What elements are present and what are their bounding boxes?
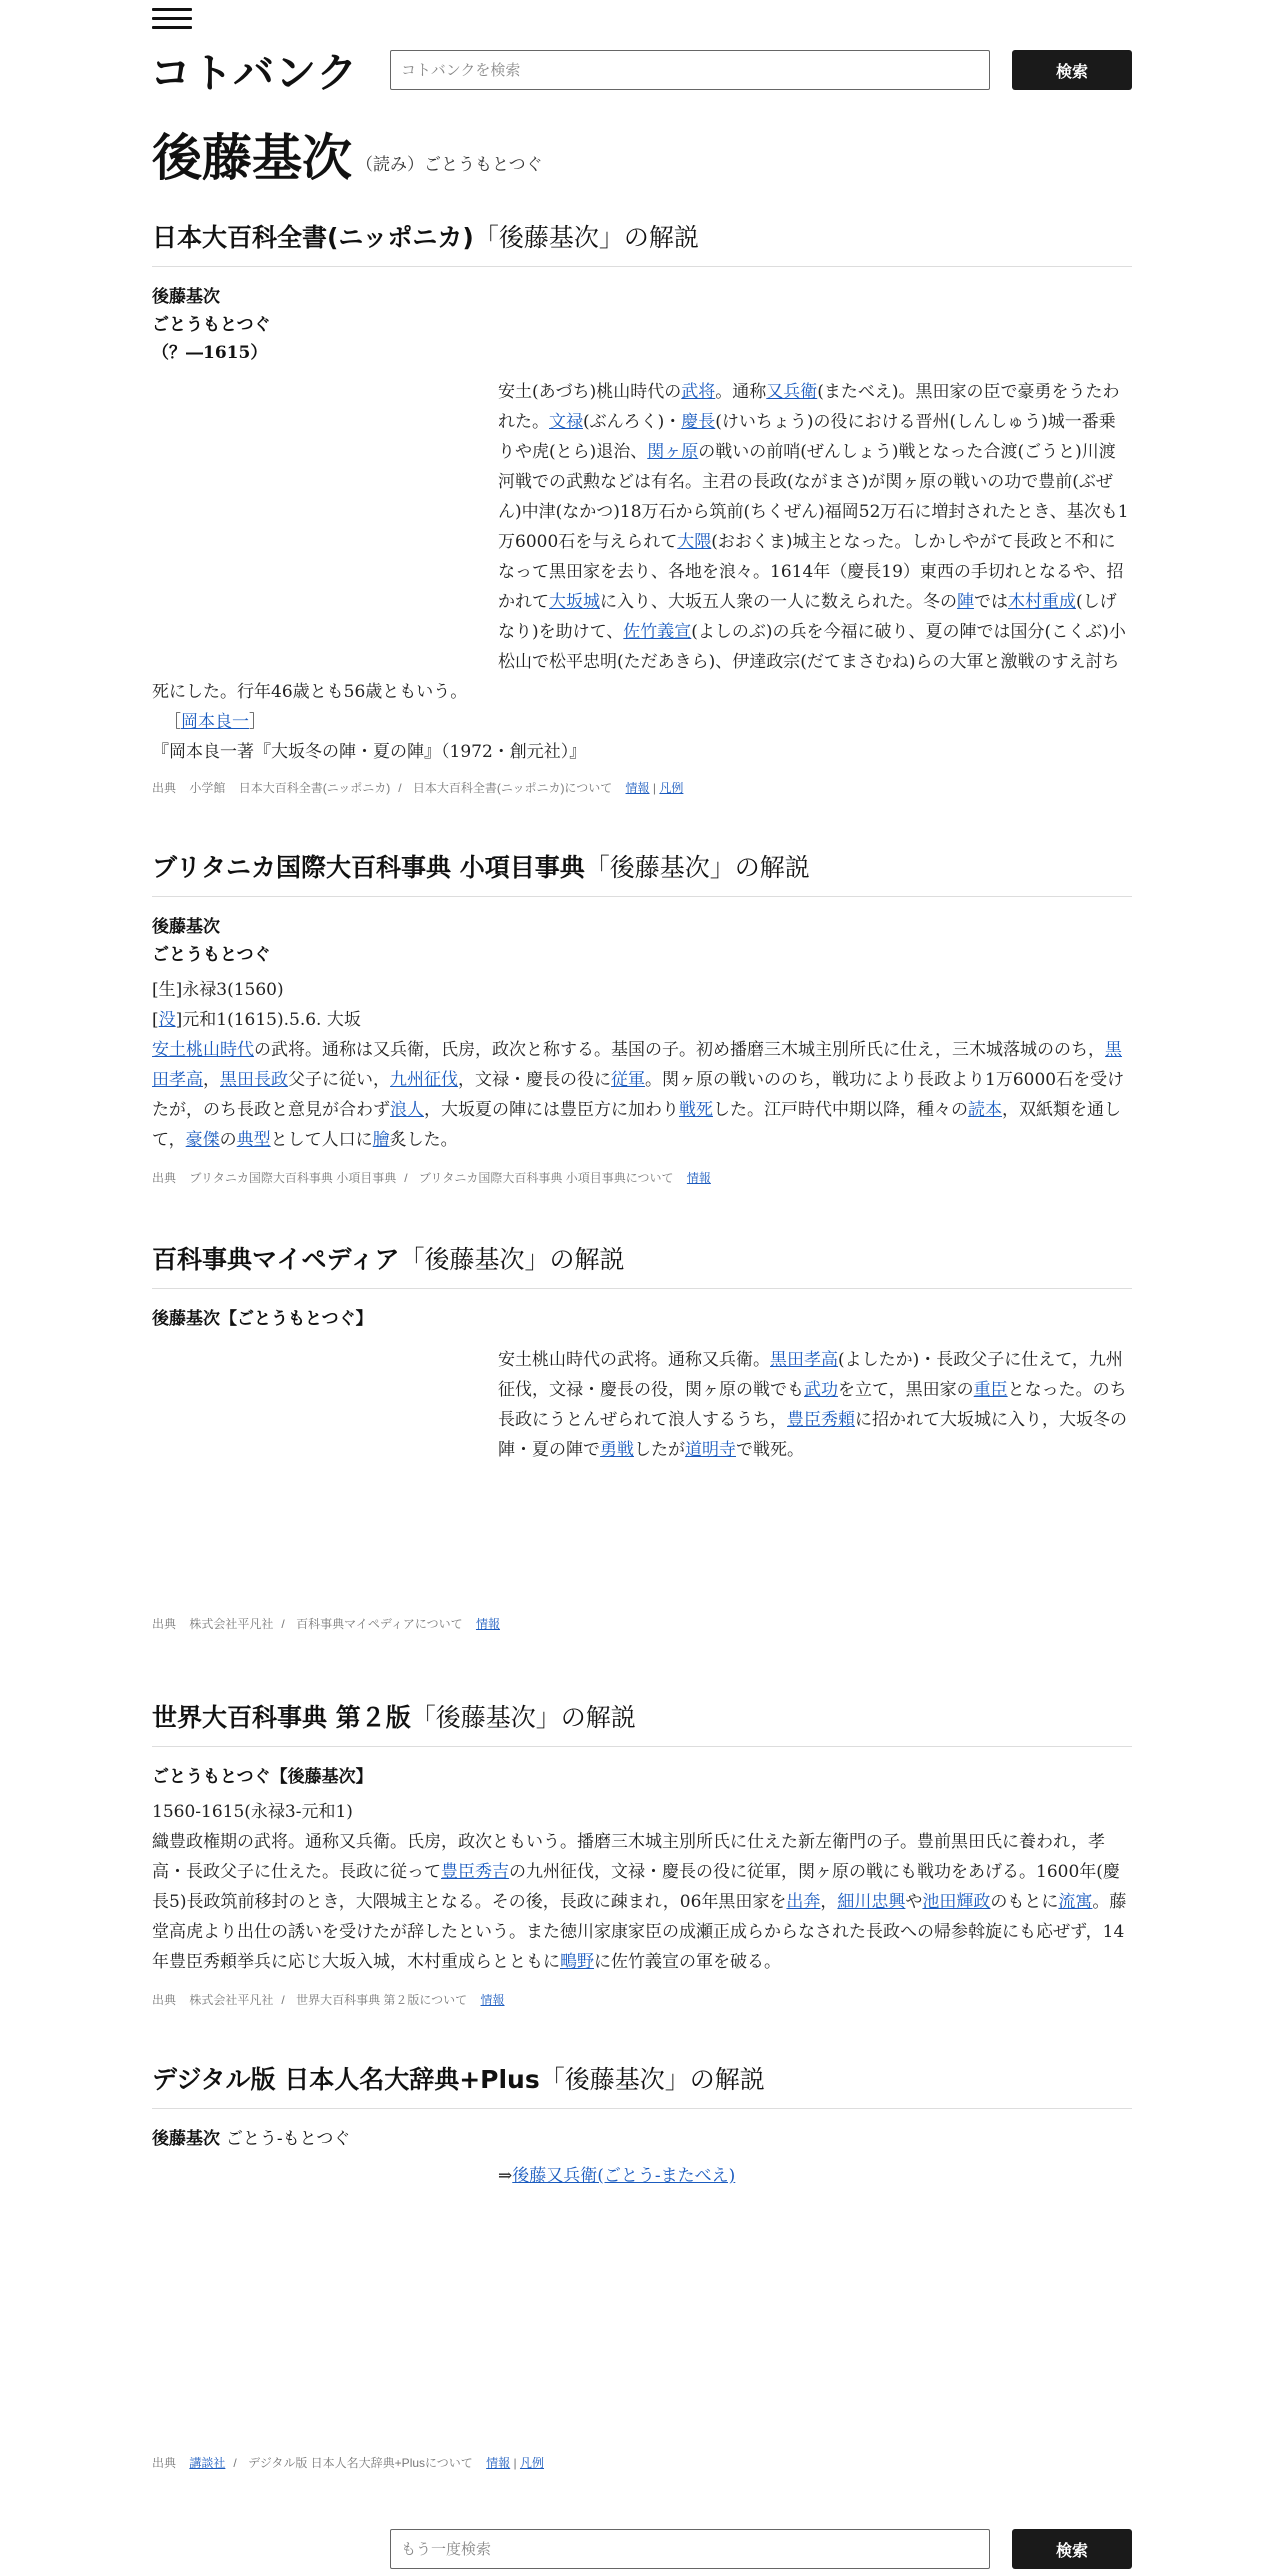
term-link[interactable]: 豊臣秀吉 (441, 1862, 509, 1882)
body-text-run: 。藤堂高虎より出仕の誘いを受けたが辞したという。また徳川家康家臣の成瀬正成らからなされた長政への帰参斡旋にも応ぜず，14年豊臣秀頼挙兵に応じ大坂入城，木村重成らとともに (152, 1892, 1127, 1972)
body-text-run: ， (203, 1070, 220, 1090)
entry-heading (152, 2125, 1132, 2153)
body-text-run: に入り、大坂五人衆の一人に数えられた。冬の (600, 592, 957, 612)
entry-heading (152, 1305, 1132, 1333)
source-about: 世界大百科事典 第２版について (296, 1993, 468, 2007)
term-link[interactable]: 九州征伐 (390, 1070, 458, 1090)
entry-body (152, 377, 1132, 707)
footer-search-input[interactable] (390, 2529, 990, 2569)
body-text-run: した。江戸時代中期以降，種々の (713, 1100, 968, 1120)
term-link[interactable]: 浪人 (390, 1100, 424, 1120)
entry-dates: （？―1615） (152, 343, 268, 363)
entry-body-text (152, 1827, 1132, 1977)
body-text-run: を立て，黒田家の (838, 1380, 974, 1400)
body-text-run: の (219, 1130, 237, 1150)
body-text-run: (よしのぶ)の兵を今福に破り、夏の陣では国分(こくぶ)小松山で松平忠明(ただあきら)、伊達政宗(だてまさむね)らの大軍と激戦のすえ討ち死にした。行年46歳とも56歳ともいう。 (152, 622, 1126, 702)
source-about: デジタル版 日本人名大辞典+Plusについて (248, 2456, 473, 2470)
term-link[interactable]: 大隈 (677, 532, 712, 552)
ad-space (152, 1345, 498, 1605)
body-text-run: に招かれて大坂城に入り，大坂冬の陣・夏の陣で (498, 1410, 1127, 1460)
section-title-suffix: 「後藤基次」の解説 (584, 853, 810, 882)
reference: 『岡本良一著『大坂冬の陣・夏の陣』（1972・創元社）』 (152, 742, 587, 762)
term-link[interactable]: 膾 (372, 1130, 390, 1150)
entry-body-text (498, 1350, 1127, 1460)
born-line (152, 975, 1132, 1005)
term-link[interactable]: 武功 (804, 1380, 838, 1400)
body-text-run: の戦いの前哨(ぜんしょう)戦となった合渡(ごうと)川渡河戦での武勲などは有名。主君の長政(ながまさ)が関ヶ原の戦いの功で豊前(ぶぜん)中津(なかつ)18万石から筑前(ちくぜん)福岡52万石に増封されたとき、基次も1万6000石を与えられて (498, 442, 1129, 552)
body-text-run: (しげなり)を助けて、 (498, 592, 1117, 642)
section-title (152, 1698, 1132, 1747)
term-link[interactable]: 文禄 (549, 412, 583, 432)
bracket-open: [ (152, 1010, 159, 1030)
section-source-name: デジタル版 日本人名大辞典+Plus (152, 2065, 540, 2094)
search-button[interactable]: 検索 (1012, 50, 1132, 90)
body-text-run: に佐竹義宣の軍を破る。 (594, 1952, 781, 1972)
entry-headword: 後藤基次 (152, 287, 220, 307)
body-text-run: 。関ヶ原の戦いののち，戦功により長政より1万6000石を受けたが，のち長政と意見が合わず (152, 1070, 1125, 1120)
body-text-run: で戦死。 (736, 1440, 804, 1460)
reading: （読み）ごとうもとつぐ (356, 155, 543, 175)
info-link[interactable]: 情報 (480, 1993, 505, 2007)
body-text-run: (またべえ)。黒田家の臣で豪勇をうたわれた。 (498, 382, 1120, 432)
author-link[interactable]: 岡本良一 (181, 712, 249, 732)
body-text-run: 炙した。 (389, 1130, 458, 1150)
body-text-run: として人口に (270, 1130, 373, 1150)
source-line: 出典 小学館 日本大百科全書(ニッポニカ) / 日本大百科全書(ニッポニカ)について 情報 | 凡例 (152, 781, 684, 795)
term-link[interactable]: 豊臣秀頼 (787, 1410, 855, 1430)
source-label: 出典 (152, 1171, 177, 1185)
info-link[interactable]: 情報 (486, 2456, 511, 2470)
arrow-icon: ⇒ (498, 2166, 513, 2186)
section-nipponica (152, 218, 1132, 796)
term-link[interactable]: 武将 (681, 382, 716, 402)
source-about: ブリタニカ国際大百科事典 小項目事典について (418, 1171, 674, 1185)
term-link[interactable]: 道明寺 (685, 1440, 736, 1460)
died-line (152, 1005, 1132, 1035)
search-input[interactable] (390, 50, 990, 90)
term-link[interactable]: 戦死 (679, 1100, 713, 1120)
body-text-run: や (905, 1892, 923, 1912)
body-text-run: となった。のち長政にうとんぜられて浪人するうち， (498, 1380, 1127, 1430)
page-title: 後藤基次 (152, 129, 352, 187)
source-about: 百科事典マイペディアについて (296, 1617, 463, 1631)
died-date: ]元和1(1615).5.6. 大坂 (175, 1010, 361, 1030)
body-text-run: の武将。通称は又兵衛，氏房，政次と称する。基国の子。初め播磨三木城主別所氏に仕え，三木城落城ののち， (254, 1040, 1106, 1060)
section-source-name: 百科事典マイペディア (152, 1245, 400, 1274)
term-link[interactable]: 鴫野 (560, 1952, 594, 1972)
source-label: 出典 (152, 1617, 177, 1631)
entry-headword: 後藤基次【ごとうもとつぐ】 (152, 1309, 373, 1329)
body-text-run: ，双紙類を通して， (152, 1100, 1121, 1150)
term-link[interactable]: 黒田孝高 (152, 1040, 1123, 1090)
body-text-run: の九州征伐，文禄・慶長の役に従軍，関ヶ原の戦にも戦功をあげる。1600年(慶長5)長政筑前移封のとき，大隈城主となる。その後，長政に疎まれ，06年黒田家を (152, 1862, 1120, 1912)
entry-heading (152, 1763, 1132, 1791)
source-publisher: 小学館 (189, 781, 226, 795)
info-link[interactable]: 情報 (686, 1171, 711, 1185)
section-source-name: 日本大百科全書(ニッポニカ) (152, 223, 474, 252)
born-marker: [生] (152, 980, 183, 1000)
term-link[interactable]: 重臣 (973, 1380, 1008, 1400)
legend-link[interactable]: 凡例 (519, 2456, 544, 2470)
entry-headword: 後藤基次 (152, 2129, 220, 2149)
term-link[interactable]: 従軍 (611, 1070, 645, 1090)
term-link[interactable]: 典型 (236, 1130, 271, 1150)
source-about: 日本大百科全書(ニッポニカ)について (412, 781, 613, 795)
entry-body-text (152, 1035, 1132, 1155)
term-link[interactable]: 黒田長政 (220, 1070, 288, 1090)
body-text-run: ，文禄・慶長の役に (458, 1070, 611, 1090)
term-link[interactable]: 大坂城 (549, 592, 600, 612)
source-line: 出典 講談社 / デジタル版 日本人名大辞典+Plusについて 情報 | 凡例 (152, 2456, 544, 2470)
section-source-name: ブリタニカ国際大百科事典 小項目事典 (152, 853, 585, 882)
term-link[interactable]: 出奔 (786, 1892, 821, 1912)
term-link[interactable]: 関ヶ原 (647, 442, 699, 462)
entry-headword: ごとうもとつぐ【後藤基次】 (152, 1767, 373, 1787)
term-link[interactable]: 慶長 (681, 412, 716, 432)
body-text-run: 。通称 (715, 382, 767, 402)
bracket-close: ］ (249, 712, 266, 732)
entry-heading (152, 283, 1132, 367)
separator: | (513, 2456, 517, 2470)
legend-link[interactable]: 凡例 (659, 781, 684, 795)
born-date: 永禄3(1560) (182, 980, 284, 1000)
source-book: ブリタニカ国際大百科事典 小項目事典 (189, 1171, 397, 1185)
separator: | (652, 781, 657, 795)
entry-heading (152, 913, 1132, 969)
section-title (152, 848, 1132, 897)
section-title (152, 1240, 1132, 1289)
source-label: 出典 (152, 2456, 177, 2470)
section-jinmei (152, 2060, 1132, 2191)
section-title-suffix: 「後藤基次」の解説 (399, 1245, 625, 1274)
body-text-run: 織豊政権期の武将。通称又兵衛。氏房，政次ともいう。播磨三木城主別所氏に仕えた新左衛門の子。豊前黒田氏に養われ，孝高・長政父子に仕えた。長政に従って (152, 1832, 1106, 1882)
source-line: 出典 株式会社平凡社 / 世界大百科事典 第２版について 情報 (152, 1993, 505, 2007)
source-line: 出典 ブリタニカ国際大百科事典 小項目事典 / ブリタニカ国際大百科事典 小項目事典について 情報 (152, 1171, 711, 1185)
term-link[interactable]: 池田輝政 (922, 1892, 991, 1912)
body-text-run: ，大坂夏の陣には豊臣方に加わり (424, 1100, 679, 1120)
xref-link[interactable]: 後藤又兵衛(ごとう-またべえ) (512, 2166, 736, 2186)
section-sekai (152, 1698, 1132, 2008)
term-link[interactable]: 細川忠興 (837, 1892, 906, 1912)
term-link[interactable]: 豪傑 (185, 1130, 220, 1150)
body-text-run: (よしたか)・長政父子に仕えて，九州征伐，文禄・慶長の役，関ヶ原の戦でも (498, 1350, 1123, 1400)
menu-icon[interactable] (152, 8, 192, 32)
body-text-run: したが (634, 1440, 685, 1460)
entry-reading: ごとう-もとつぐ (225, 2129, 351, 2149)
section-title (152, 2060, 1132, 2109)
bracket-open: ［ (164, 712, 181, 732)
body-text-run: のもとに (990, 1892, 1059, 1912)
section-britannica (152, 848, 1132, 1186)
entry-dates: 1560-1615(永禄3-元和1) (152, 1802, 353, 1822)
source-line: 出典 株式会社平凡社 / 百科事典マイペディアについて 情報 (152, 1617, 500, 1631)
term-link[interactable]: 勇戦 (600, 1440, 634, 1460)
site-logo[interactable]: コトバンク (150, 49, 359, 97)
entry-body (152, 1345, 1132, 1615)
source-publisher: 株式会社平凡社 (189, 1993, 274, 2007)
term-link[interactable]: 読本 (968, 1100, 1002, 1120)
term-link[interactable]: 佐竹義宣 (623, 622, 692, 642)
publisher-link[interactable]: 講談社 (189, 2456, 226, 2470)
term-link[interactable]: 黒田孝高 (770, 1350, 838, 1370)
body-text-run: 父子に従い， (288, 1070, 390, 1090)
section-title-suffix: 「後藤基次」の解説 (539, 2065, 765, 2094)
body-text-run: (ぶんろく)・ (583, 412, 682, 432)
term-link[interactable]: 又兵衛 (766, 382, 818, 402)
term-link[interactable]: 安土桃山時代 (152, 1040, 254, 1060)
term-link[interactable]: 木村重成 (1008, 592, 1076, 612)
source-publisher: 株式会社平凡社 (189, 1617, 274, 1631)
died-link[interactable]: 没 (158, 1010, 176, 1030)
source-label: 出典 (152, 781, 177, 795)
body-text-run: 安土(あづち)桃山時代の (498, 382, 682, 402)
author-credit (164, 707, 1132, 737)
source-book: 日本大百科全書(ニッポニカ) (238, 781, 391, 795)
section-source-name: 世界大百科事典 第２版 (152, 1703, 411, 1732)
info-link[interactable]: 情報 (625, 781, 650, 795)
term-link[interactable]: 陣 (957, 592, 974, 612)
footer-search-button[interactable]: 検索 (1012, 2529, 1132, 2569)
cross-reference (152, 2161, 1132, 2191)
body-text-run: (おおくま)城主となった。しかしやがて長政と不和になって黒田家を去り、各地を浪々。1614年（慶長19）東西の手切れとなるや、招かれて (498, 532, 1124, 612)
body-text-run: (けいちょう)の役における晋州(しんしゅう)城一番乗りや虎(とら)退治、 (498, 412, 1116, 462)
body-text-run: では (974, 592, 1008, 612)
entry-reading: ごとうもとつぐ (152, 945, 271, 965)
body-text-run: 安土桃山時代の武将。通称又兵衛。 (498, 1350, 770, 1370)
ad-space (152, 377, 498, 673)
section-title-suffix: 「後藤基次」の解説 (473, 223, 699, 252)
entry-headword: 後藤基次 (152, 917, 220, 937)
entry-reading: ごとうもとつぐ (152, 315, 271, 335)
section-mypedia (152, 1240, 1132, 1632)
body-text-run: ， (820, 1892, 838, 1912)
section-title (152, 218, 1132, 267)
section-title-suffix: 「後藤基次」の解説 (410, 1703, 636, 1732)
source-label: 出典 (152, 1993, 177, 2007)
info-link[interactable]: 情報 (475, 1617, 500, 1631)
term-link[interactable]: 流寓 (1058, 1892, 1093, 1912)
